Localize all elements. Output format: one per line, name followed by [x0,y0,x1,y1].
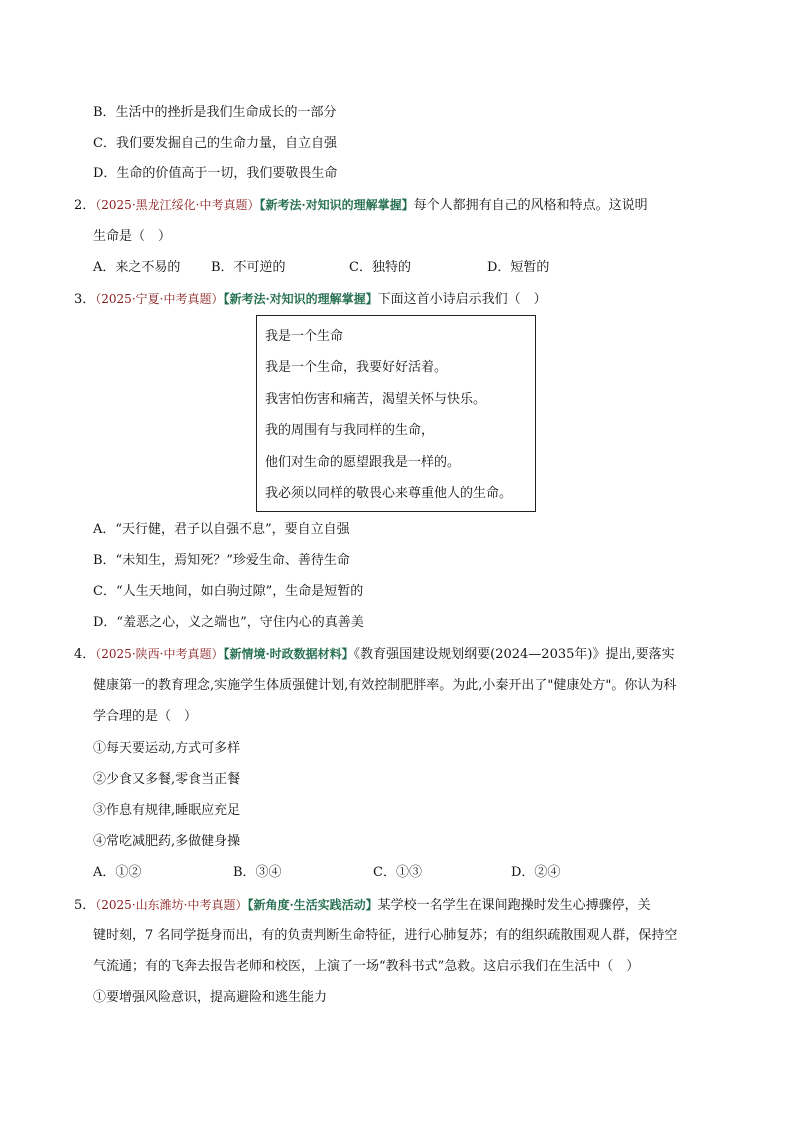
q3-option-a: A．“天行健，君子以自强不息”，要自立自强 [93,522,350,537]
q2-options [93,259,549,277]
q4-item: ①每天要运动,方式可多样 [93,741,241,756]
q3-tag: 【新考法·对知识的理解掌握】 [223,292,378,306]
q4-options [93,864,560,882]
q2-stem-line1 [74,196,648,215]
q4-number: 4． [74,647,96,662]
q2-option-b: B．不可逆的 [211,260,286,275]
q4-source: （2025·陕西·中考真题） [95,647,224,661]
poem-line: 我是一个生命 [265,329,344,344]
poem-line: 我的周围有与我同样的生命， [265,423,435,438]
poem-line: 他们对生命的愿望跟我是一样的。 [265,455,461,470]
q1-option-b: B．生活中的挫折是我们生命成长的一部分 [93,105,337,120]
q4-stem-line1 [74,645,675,664]
q4-item: ②少食又多餐,零食当正餐 [93,772,241,787]
q5-stem-line3: 气流通；有的飞奔去报告老师和校医，上演了一场“教科书式”急救。这启示我们在生活中（ ） [93,959,640,974]
q3-option-d: D．“羞恶之心，义之端也”，守住内心的真善美 [93,615,364,630]
q5-stem-text: 某学校一名学生在课间跑操时发生心搏骤停，关 [377,898,651,913]
q2-stem-text: 每个人都拥有自己的风格和特点。这说明 [413,198,648,213]
q5-item: ①要增强风险意识，提高避险和逃生能力 [93,990,328,1005]
q3-stem-text: 下面这首小诗启示我们（ ） [377,292,547,307]
q4-item: ③作息有规律,睡眠应充足 [93,803,241,818]
q2-source: （2025·黑龙江绥化·中考真题） [95,198,260,212]
q3-stem-line1 [74,290,547,309]
q4-option-a: A．①② [93,865,142,880]
q5-stem-line2: 键时刻，7 名同学挺身而出，有的负责判断生命特征，进行心肺复苏；有的组织疏散围观人群，保持空 [93,928,678,943]
q1-option-c: C．我们要发掘自己的生命力量，自立自强 [93,136,337,151]
q4-item: ④常吃减肥药,多做健身操 [93,834,241,849]
q2-option-a: A．来之不易的 [93,260,181,275]
q4-option-b: B．③④ [233,865,282,880]
q4-option-c: C．①③ [373,865,422,880]
poem-box [256,315,536,512]
q1-option-d: D．生命的价值高于一切，我们要敬畏生命 [93,166,338,181]
q2-stem-line2: 生命是（ ） [93,229,172,244]
poem-line: 我害怕伤害和痛苦，渴望关怀与快乐。 [265,392,487,407]
q4-stem-line2: 健康第一的教育理念,实施学生体质强健计划,有效控制肥胖率。为此,小秦开出了"健康处方"。你认为科 [93,678,677,693]
poem-line: 我必须以同样的敬畏心来尊重他人的生命。 [265,486,513,501]
q4-tag: 【新情境·时政数据材料】 [223,647,354,661]
q5-tag: 【新角度·生活实践活动】 [247,898,378,912]
q4-stem-text: 《教育强国建设规划纲要(2024—2035年)》提出,要落实 [353,647,675,662]
q5-stem-line1 [74,896,651,915]
q4-stem-line3: 学合理的是（ ） [93,709,198,724]
q2-option-c: C．独特的 [349,260,411,275]
q4-option-d: D．②④ [511,865,561,880]
q3-option-b: B．“未知生，焉知死？”珍爱生命、善待生命 [93,553,350,568]
q2-number: 2． [74,198,96,213]
q3-option-c: C．“人生天地间，如白驹过隙”，生命是短暂的 [93,584,364,599]
q2-option-d: D．短暂的 [487,260,550,275]
q3-source: （2025·宁夏·中考真题） [95,292,224,306]
poem-line: 我是一个生命，我要好好活着。 [265,360,448,375]
q3-number: 3． [74,292,96,307]
q5-number: 5． [74,898,96,913]
q2-tag: 【新考法·对知识的理解掌握】 [259,198,414,212]
q5-source: （2025·山东潍坊·中考真题） [95,898,248,912]
